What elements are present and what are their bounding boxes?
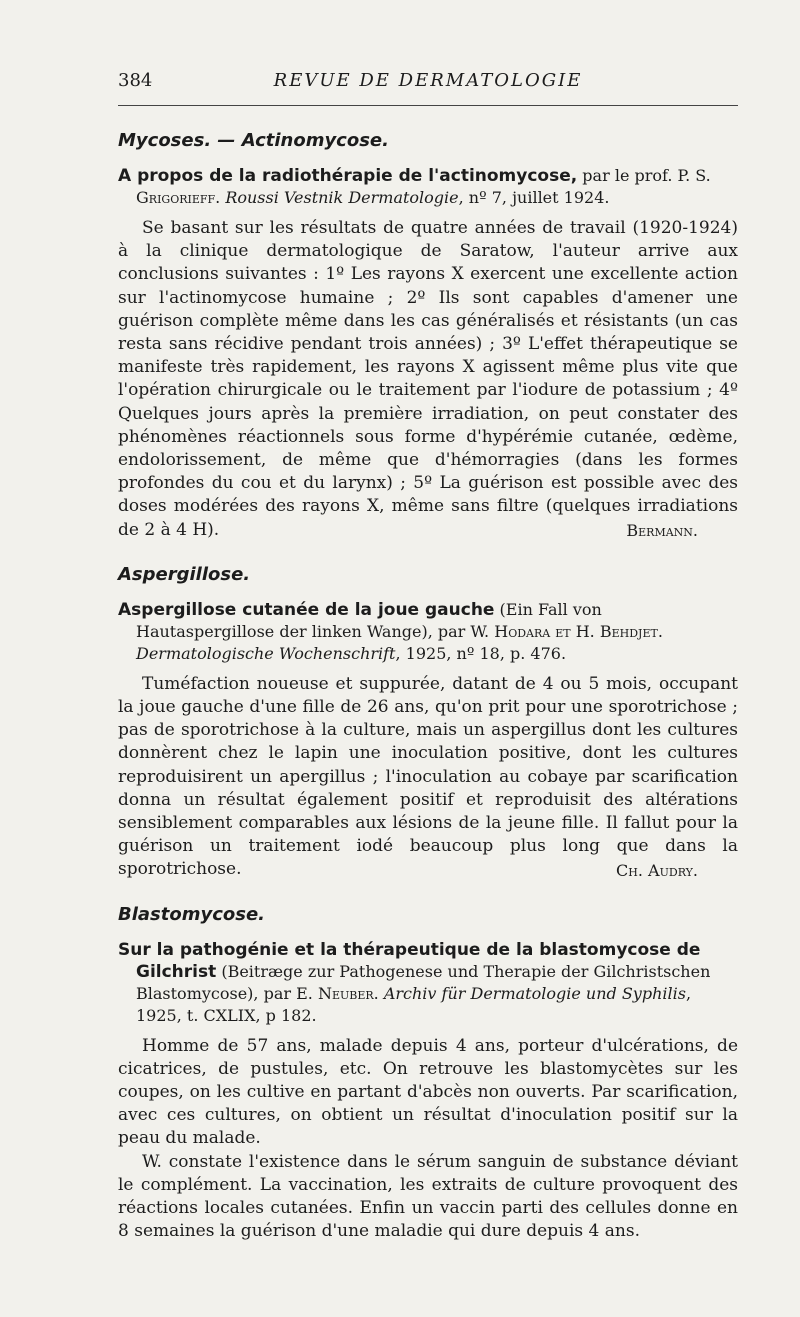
article — [118, 599, 738, 882]
article-title: Sur la pathogénie et la thérapeutique de la blastomycose de Gilchrist — [118, 939, 701, 982]
section-mycoses — [118, 130, 738, 542]
citation-text: (Ein Fall von Hautaspergillose der linken Wange), par W. — [136, 599, 602, 641]
paragraph: Homme de 57 ans, malade depuis 4 ans, porteur d'ulcérations, de cicatrices, de pustules, etc. On retrouve les blastomycètes sur les coupes, on les cultive en partant d'abcès non ouverts. Par scarification, avec ces cultures, on obtient un résultat d'inoculation positif sur la peau du malade. — [118, 1035, 738, 1149]
journal-name: Roussi Vestnik Dermatologie — [225, 188, 459, 207]
section-title: Mycoses. — Actinomycose. — [118, 130, 389, 151]
author-name: Neuber — [317, 983, 374, 1003]
author-name: Hodara et H. Behdjet — [494, 621, 658, 641]
citation-text: . — [215, 188, 226, 207]
article-heading — [118, 599, 738, 665]
running-header — [118, 70, 738, 94]
citation-text: par le prof. P. S. — [577, 166, 711, 185]
article-heading — [118, 939, 738, 1027]
article — [118, 165, 738, 542]
section-aspergillose — [118, 564, 738, 882]
journal-name: Dermatologische Wochenschrift — [136, 643, 396, 663]
header-rule — [118, 105, 738, 106]
citation-text: , nº 7, juillet 1924. — [458, 188, 610, 207]
section-title: Blastomycose. — [118, 903, 266, 925]
citation-text: (Beitræge zur Pathogenese und Therapie der Gilchristschen Blastomycose), par E. — [136, 961, 711, 1003]
running-title: REVUE DE DERMATOLOGIE — [273, 70, 583, 91]
article-title: A propos de la radiothérapie de l'actinomycose, — [118, 166, 578, 186]
article-heading — [118, 165, 738, 209]
signature: Bermann. — [626, 520, 698, 540]
citation-text: . — [373, 983, 384, 1003]
paragraph: Tuméfaction noueuse et suppurée, datant de 4 ou 5 mois, occupant la joue gauche d'une fille de 26 ans, qu'on prit pour une sporotrichose ; pas de sporotrichose à la culture, mais un aspergillus dont les cultures donnèrent chez le lapin une inoculation positive, dont les cultures reproduisirent un apergillus ; l'inoculation au cobaye par scarification donna un résultat également positif et reproduisit des altérations sensiblement comparables aux lésions de la jeune fille. Il fallut pour la guérison un traitement iodé beaucoup plus long que dans la sporotrichose. — [118, 673, 738, 880]
section-blastomycose — [118, 904, 738, 1244]
paragraph: W. constate l'existence dans le sérum sanguin de substance déviant le complément. La vaccination, les extraits de culture provoquent des réactions locales cutanées. Enfin un vaccin parti des cellules donne en 8 semaines la guérison d'une maladie qui dure depuis 4 ans. — [118, 1151, 738, 1242]
journal-name: Archiv für Dermatologie und Syphilis — [383, 983, 686, 1003]
article — [118, 939, 738, 1244]
page-number: 384 — [118, 70, 153, 91]
content — [118, 130, 738, 1266]
author-name: Grigorieff — [136, 188, 216, 207]
section-title: Aspergillose. — [118, 563, 251, 585]
citation-text: . — [657, 621, 663, 641]
signature: Ch. Audry. — [616, 860, 698, 880]
citation-text: , 1925, t. CXLIX, p 182. — [136, 983, 692, 1025]
paragraph: Se basant sur les résultats de quatre années de travail (1920-1924) à la clinique dermatologique de Saratow, l'auteur arrive aux conclusions suivantes : 1º Les rayons X exercent une excellente action sur l'actinomycose humaine ; 2º Ils sont capables d'amener une guérison complète même dans les cas généralisés et résistants (un cas resta sans récidive pendant trois années) ; 3º L'effet thérapeutique se manifeste très rapidement, les rayons X agissent même plus vite que l'opération chirurgicale ou le traitement par l'iodure de potassium ; 4º Quelques jours après la première irradiation, on peut constater des phénomènes réactionnels sous forme d'hypérémie cutanée, œdème, endolorissement, de même que d'hémorragies (dans les formes profondes du cou et du larynx) ; 5º La guérison est possible avec des doses modérées des rayons X, même sans filtre (quelques irradiations de 2 à 4 H). — [118, 218, 738, 540]
article-title: Aspergillose cutanée de la joue gauche — [118, 599, 495, 620]
citation-text: , 1925, nº 18, p. 476. — [395, 643, 567, 663]
